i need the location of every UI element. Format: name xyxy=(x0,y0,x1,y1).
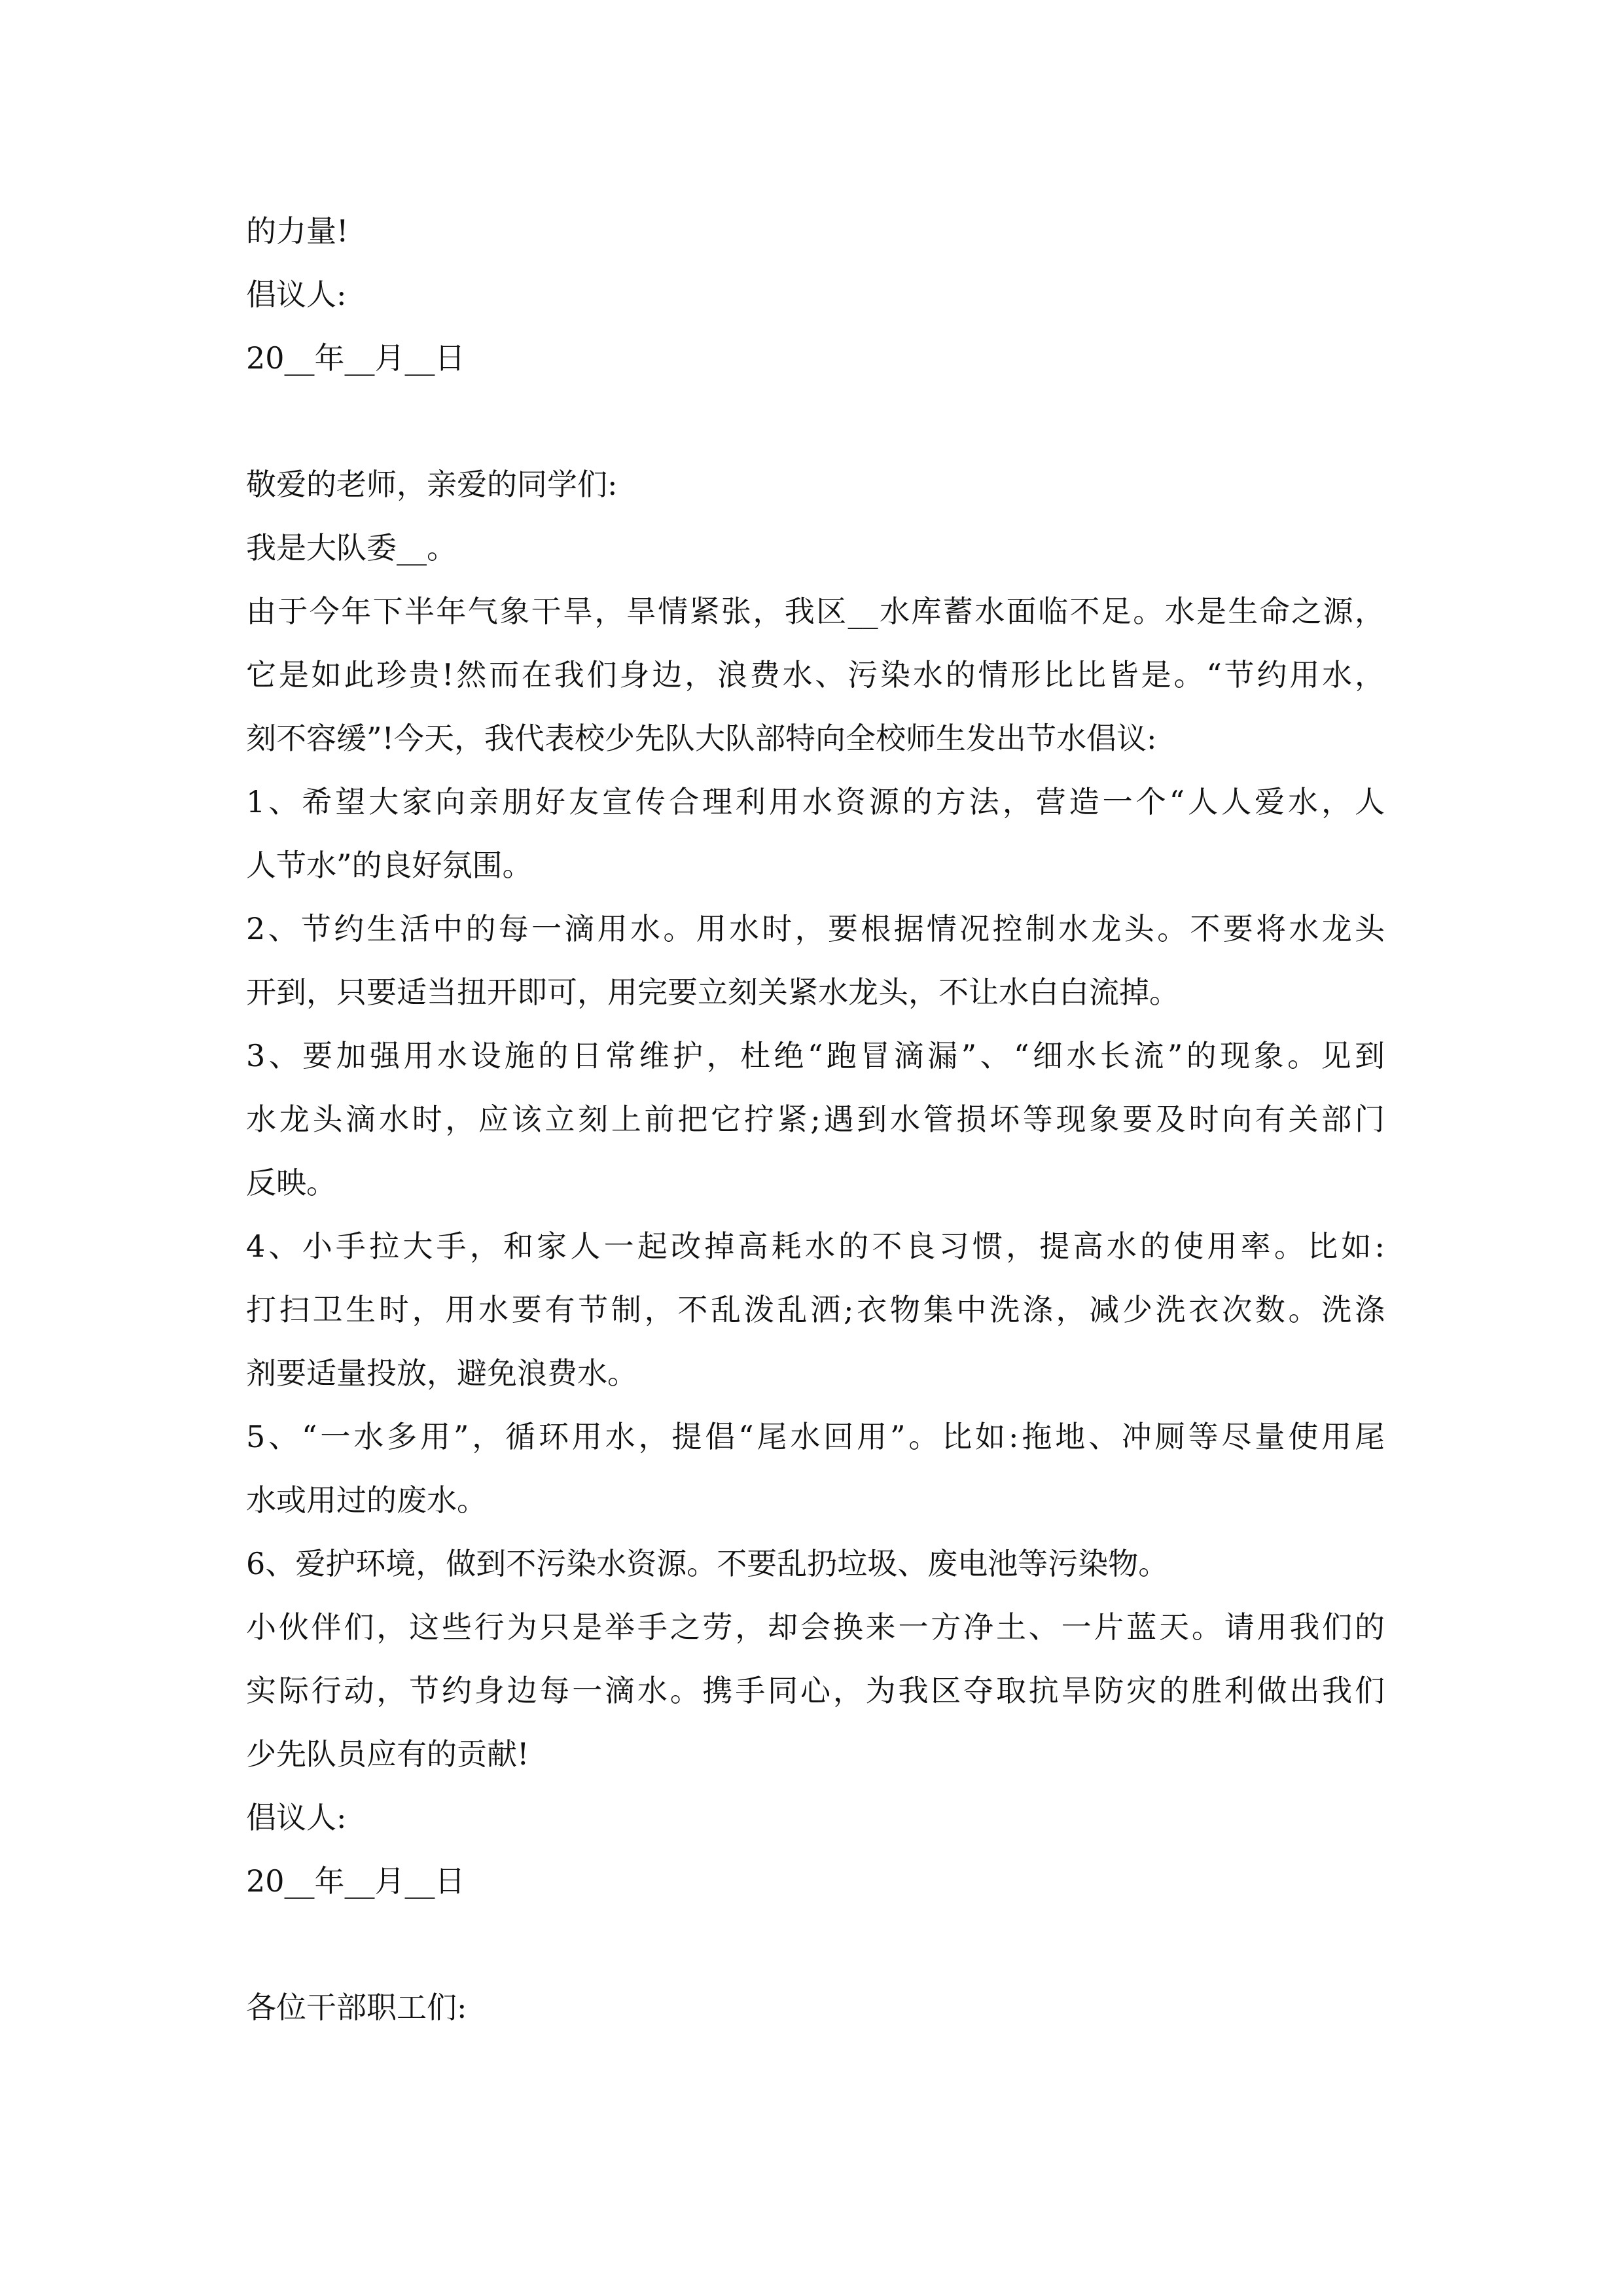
section3-greeting: 各位干部职工们: xyxy=(246,1990,467,2025)
item4-line1: 4、小手拉大手，和家人一起改掉高耗水的不良习惯，提高水的使用率。比如: xyxy=(246,1229,1385,1264)
item1-line2: 人节水”的良好氛围。 xyxy=(246,848,533,883)
item3-line3: 反映。 xyxy=(246,1165,336,1200)
section1-date: 20__年__月__日 xyxy=(246,340,465,376)
section1-tail: 的力量! xyxy=(246,213,349,249)
item4-line2: 打扫卫生时，用水要有节制，不乱泼乱洒;衣物集中洗涤，减少洗衣次数。洗涤 xyxy=(246,1292,1385,1327)
section1-signer: 倡议人: xyxy=(246,277,347,312)
item1-line1: 1、希望大家向亲朋好友宣传合理利用水资源的方法，营造一个“人人爱水，人 xyxy=(246,784,1385,819)
closing-line1: 小伙伴们，这些行为只是举手之劳，却会换来一方净土、一片蓝天。请用我们的 xyxy=(246,1609,1385,1645)
item5-line2: 水或用过的废水。 xyxy=(246,1482,487,1518)
item6-line1: 6、爱护环境，做到不污染水资源。不要乱扔垃圾、废电池等污染物。 xyxy=(246,1546,1169,1581)
closing-line2: 实际行动，节约身边每一滴水。携手同心，为我区夺取抗旱防灾的胜利做出我们 xyxy=(246,1673,1385,1708)
item3-line1: 3、要加强用水设施的日常维护，杜绝“跑冒滴漏”、“细水长流”的现象。见到 xyxy=(246,1038,1385,1073)
item5-line1: 5、“一水多用”，循环用水，提倡“尾水回用”。比如:拖地、冲厕等尽量使用尾 xyxy=(246,1419,1385,1454)
closing-line3: 少先队员应有的贡献! xyxy=(246,1736,529,1772)
item2-line2: 开到，只要适当扭开即可，用完要立刻关紧水龙头，不让水白白流掉。 xyxy=(246,975,1179,1010)
item4-line3: 剂要适量投放，避免浪费水。 xyxy=(246,1355,637,1391)
section2-date: 20__年__月__日 xyxy=(246,1863,465,1899)
item3-line2: 水龙头滴水时，应该立刻上前把它拧紧;遇到水管损坏等现象要及时向有关部门 xyxy=(246,1102,1385,1137)
section-spacer xyxy=(246,390,1385,453)
document-body xyxy=(246,200,1385,2039)
section-spacer xyxy=(246,1913,1385,1976)
section2-intro: 我是大队委__。 xyxy=(246,530,457,565)
section2-p1-line1: 由于今年下半年气象干旱，旱情紧张，我区__水库蓄水面临不足。水是生命之源， xyxy=(246,594,1385,629)
section2-signer: 倡议人: xyxy=(246,1800,347,1835)
item2-line1: 2、节约生活中的每一滴用水。用水时，要根据情况控制水龙头。不要将水龙头 xyxy=(246,911,1385,946)
section2-p1-line3: 刻不容缓”!今天，我代表校少先队大队部特向全校师生发出节水倡议: xyxy=(246,721,1157,756)
section2-greeting: 敬爱的老师，亲爱的同学们: xyxy=(246,467,618,502)
section2-p1-line2: 它是如此珍贵!然而在我们身边，浪费水、污染水的情形比比皆是。“节约用水， xyxy=(246,657,1385,692)
